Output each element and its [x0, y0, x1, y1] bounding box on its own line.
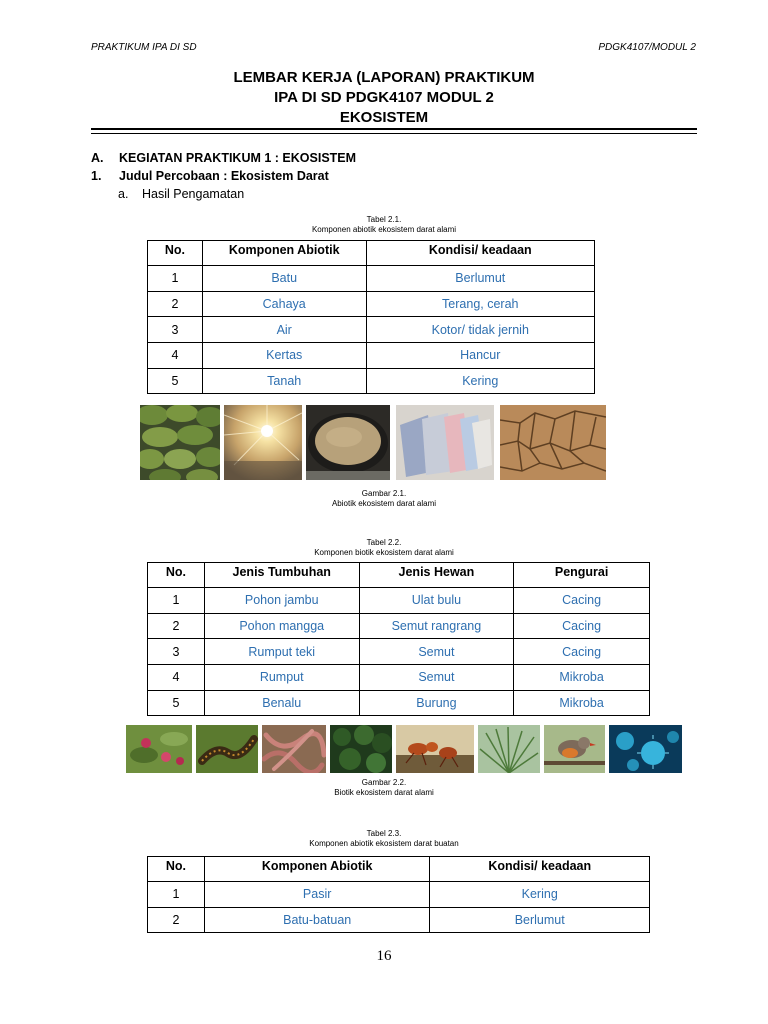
table-cell: Mikroba: [514, 690, 650, 716]
table-cell: Cacing: [514, 613, 650, 639]
paper-sheets-photo: [396, 405, 494, 480]
column-header: Pengurai: [514, 563, 650, 588]
table-cell: Semut: [359, 639, 514, 665]
table-3-caption-subtitle: Komponen abiotik ekosistem darat buatan: [309, 839, 459, 848]
title-line-3: EKOSISTEM: [339, 109, 429, 126]
microbes-photo: [609, 725, 682, 773]
table-cell: Batu-batuan: [204, 907, 430, 933]
figure-2-caption: [0, 778, 768, 798]
column-header: Jenis Tumbuhan: [204, 563, 359, 588]
table-3-caption: [0, 829, 768, 849]
table-row: [148, 266, 595, 292]
table-2-caption: [0, 538, 768, 558]
table-row: [148, 665, 650, 691]
figure-2-photos: [126, 725, 682, 773]
row-number: 5: [148, 368, 203, 394]
row-number: 4: [148, 665, 205, 691]
table-cell: Semut: [359, 665, 514, 691]
table-row: [148, 343, 595, 369]
table-cell: Air: [202, 317, 366, 343]
table-cell: Cahaya: [202, 291, 366, 317]
table-row: [148, 291, 595, 317]
guava-flower-photo: [126, 725, 192, 773]
row-number: 2: [148, 291, 203, 317]
item-1-number: 1.: [91, 169, 102, 183]
table-3-caption-title: Tabel 2.3.: [366, 829, 402, 838]
column-header: Jenis Hewan: [359, 563, 514, 588]
row-number: 1: [148, 266, 203, 292]
table-cell: Kertas: [202, 343, 366, 369]
table-header-row: [148, 241, 595, 266]
table-cell: Terang, cerah: [366, 291, 594, 317]
table-abiotik-buatan: [147, 856, 650, 933]
table-cell: Hancur: [366, 343, 594, 369]
section-text: KEGIATAN PRAKTIKUM 1 : EKOSISTEM: [119, 151, 357, 165]
column-header: No.: [148, 857, 205, 882]
title-rule-thin: [91, 133, 697, 134]
table-row: [148, 317, 595, 343]
row-number: 3: [148, 317, 203, 343]
figure-1-caption: [0, 489, 768, 509]
table-row: [148, 368, 595, 394]
table-header-row: [148, 563, 650, 588]
ants-photo: [396, 725, 474, 773]
sun-rays-photo: [224, 405, 302, 480]
figure-2-caption-title: Gambar 2.2.: [361, 778, 407, 787]
table-cell: Kering: [430, 882, 650, 908]
running-head-left: PRAKTIKUM IPA DI SD: [91, 42, 197, 53]
table-1-caption: [0, 215, 768, 235]
column-header: No.: [148, 241, 203, 266]
column-header: Kondisi/ keadaan: [430, 857, 650, 882]
table-cell: Benalu: [204, 690, 359, 716]
table-row: [148, 882, 650, 908]
figure-1-photos: [140, 405, 606, 480]
table-1-caption-subtitle: Komponen abiotik ekosistem darat alami: [311, 225, 457, 234]
bird-photo: [544, 725, 605, 773]
table-cell: Kering: [366, 368, 594, 394]
row-number: 2: [148, 613, 205, 639]
row-number: 1: [148, 588, 205, 614]
row-number: 5: [148, 690, 205, 716]
section-number: A.: [91, 151, 104, 165]
title-rule-thick: [91, 128, 697, 130]
earthworms-photo: [262, 725, 326, 773]
row-number: 3: [148, 639, 205, 665]
table-2-caption-title: Tabel 2.2.: [366, 538, 402, 547]
grass-photo: [478, 725, 540, 773]
row-number: 4: [148, 343, 203, 369]
table-cell: Burung: [359, 690, 514, 716]
table-cell: Mikroba: [514, 665, 650, 691]
table-biotik-alami: [147, 562, 650, 716]
title-line-1: LEMBAR KERJA (LAPORAN) PRAKTIKUM: [233, 69, 535, 86]
table-cell: Pohon jambu: [204, 588, 359, 614]
table-cell: Ulat bulu: [359, 588, 514, 614]
table-cell: Rumput teki: [204, 639, 359, 665]
figure-2-caption-subtitle: Biotik ekosistem darat alami: [334, 788, 434, 797]
table-cell: Berlumut: [366, 266, 594, 292]
page-number: 16: [376, 948, 392, 964]
column-header: Komponen Abiotik: [202, 241, 366, 266]
table-abiotik-alami: [147, 240, 595, 394]
figure-1-caption-subtitle: Abiotik ekosistem darat alami: [331, 499, 437, 508]
item-1-text: Judul Percobaan : Ekosistem Darat: [119, 169, 329, 183]
tree-leaves-photo: [330, 725, 392, 773]
table-cell: Cacing: [514, 588, 650, 614]
table-cell: Pohon mangga: [204, 613, 359, 639]
table-cell: Tanah: [202, 368, 366, 394]
figure-1-caption-title: Gambar 2.1.: [361, 489, 407, 498]
table-1-caption-title: Tabel 2.1.: [366, 215, 402, 224]
table-row: [148, 690, 650, 716]
table-row: [148, 588, 650, 614]
column-header: Komponen Abiotik: [204, 857, 430, 882]
caterpillar-photo: [196, 725, 258, 773]
table-cell: Pasir: [204, 882, 430, 908]
title-line-2: IPA DI SD PDGK4107 MODUL 2: [274, 89, 494, 106]
document-title: [0, 68, 768, 128]
table-row: [148, 613, 650, 639]
table-cell: Semut rangrang: [359, 613, 514, 639]
table-cell: Berlumut: [430, 907, 650, 933]
table-header-row: [148, 857, 650, 882]
column-header: Kondisi/ keadaan: [366, 241, 594, 266]
mossy-stones-photo: [140, 405, 220, 480]
table-cell: Batu: [202, 266, 366, 292]
table-cell: Rumput: [204, 665, 359, 691]
murky-water-pot-photo: [306, 405, 390, 480]
table-2-caption-subtitle: Komponen biotik ekosistem darat alami: [314, 548, 454, 557]
column-header: No.: [148, 563, 205, 588]
table-cell: Cacing: [514, 639, 650, 665]
table-row: [148, 639, 650, 665]
row-number: 1: [148, 882, 205, 908]
table-row: [148, 907, 650, 933]
row-number: 2: [148, 907, 205, 933]
running-head-right: PDGK4107/MODUL 2: [598, 42, 696, 53]
item-1a-letter: a.: [118, 187, 129, 201]
item-1a-text: Hasil Pengamatan: [142, 187, 245, 201]
cracked-soil-photo: [500, 405, 606, 480]
table-cell: Kotor/ tidak jernih: [366, 317, 594, 343]
